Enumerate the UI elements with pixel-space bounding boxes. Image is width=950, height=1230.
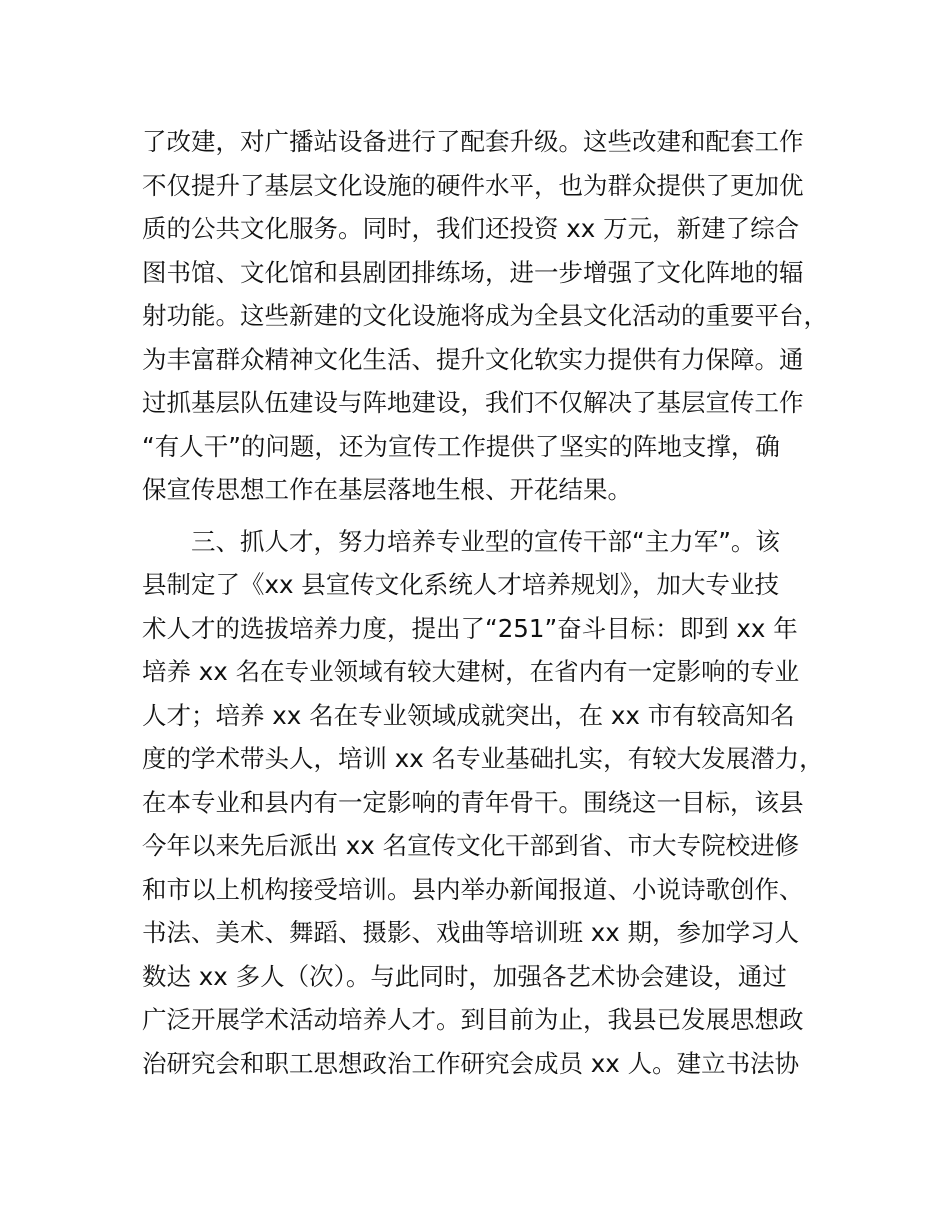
text-line: 广泛开展学术活动培养人才。到目前为止，我县已发展思想政: [142, 1005, 804, 1034]
text-line: 县制定了《xx 县宣传文化系统人才培养规划》，加大专业技: [142, 570, 780, 599]
paragraph-spacing: [142, 512, 842, 520]
document-body: [142, 120, 842, 1085]
text-line: 过抓基层队伍建设与阵地建设，我们不仅解决了基层宣传工作: [142, 388, 804, 417]
paragraph-1: [142, 120, 842, 512]
text-line: 在本专业和县内有一定影响的青年骨干。围绕这一目标，该县: [142, 787, 804, 817]
text-line: 数达 xx 多人（次）。与此同时，加强各艺术协会建设，通过: [142, 961, 787, 991]
text-line: 射功能。这些新建的文化设施将成为全县文化活动的重要平台，: [142, 301, 828, 330]
text-line: 培养 xx 名在专业领域有较大建树，在省内有一定影响的专业: [142, 657, 800, 686]
text-line: 不仅提升了基层文化设施的硬件水平，也为群众提供了更加优: [142, 170, 804, 200]
text-line: 人才；培养 xx 名在专业领域成就突出，在 xx 市有较高知名: [142, 700, 795, 730]
text-line: 三、抓人才，努力培养专业型的宣传干部“主力军”。该: [142, 526, 780, 556]
text-line: 术人才的选拔培养力度，提出了“251”奋斗目标：即到 xx 年: [142, 613, 798, 643]
text-line: 书法、美术、舞蹈、摄影、戏曲等培训班 xx 期，参加学习人: [142, 918, 800, 947]
text-line: 治研究会和职工思想政治工作研究会成员 xx 人。建立书法协: [142, 1048, 800, 1078]
text-line: 图书馆、文化馆和县剧团排练场，进一步增强了文化阵地的辐: [142, 257, 804, 287]
text-line: 今年以来先后派出 xx 名宣传文化干部到省、市大专院校进修: [142, 831, 800, 860]
text-line: 保宣传思想工作在基层落地生根、开花结果。: [142, 475, 632, 504]
text-line: 为丰富群众精神文化生活、提升文化软实力提供有力保障。通: [142, 344, 804, 374]
text-line: “有人干”的问题，还为宣传工作提供了坚实的阵地支撑，确: [142, 431, 780, 461]
text-line: 质的公共文化服务。同时，我们还投资 xx 万元，新建了综合: [142, 214, 800, 243]
text-line: 了改建，对广播站设备进行了配套升级。这些改建和配套工作: [142, 127, 804, 156]
text-line: 度的学术带头人，培训 xx 名专业基础扎实，有较大发展潜力，: [142, 744, 824, 773]
paragraph-2: [142, 520, 842, 1086]
text-line: 和市以上机构接受培训。县内举办新闻报道、小说诗歌创作、: [142, 874, 804, 904]
